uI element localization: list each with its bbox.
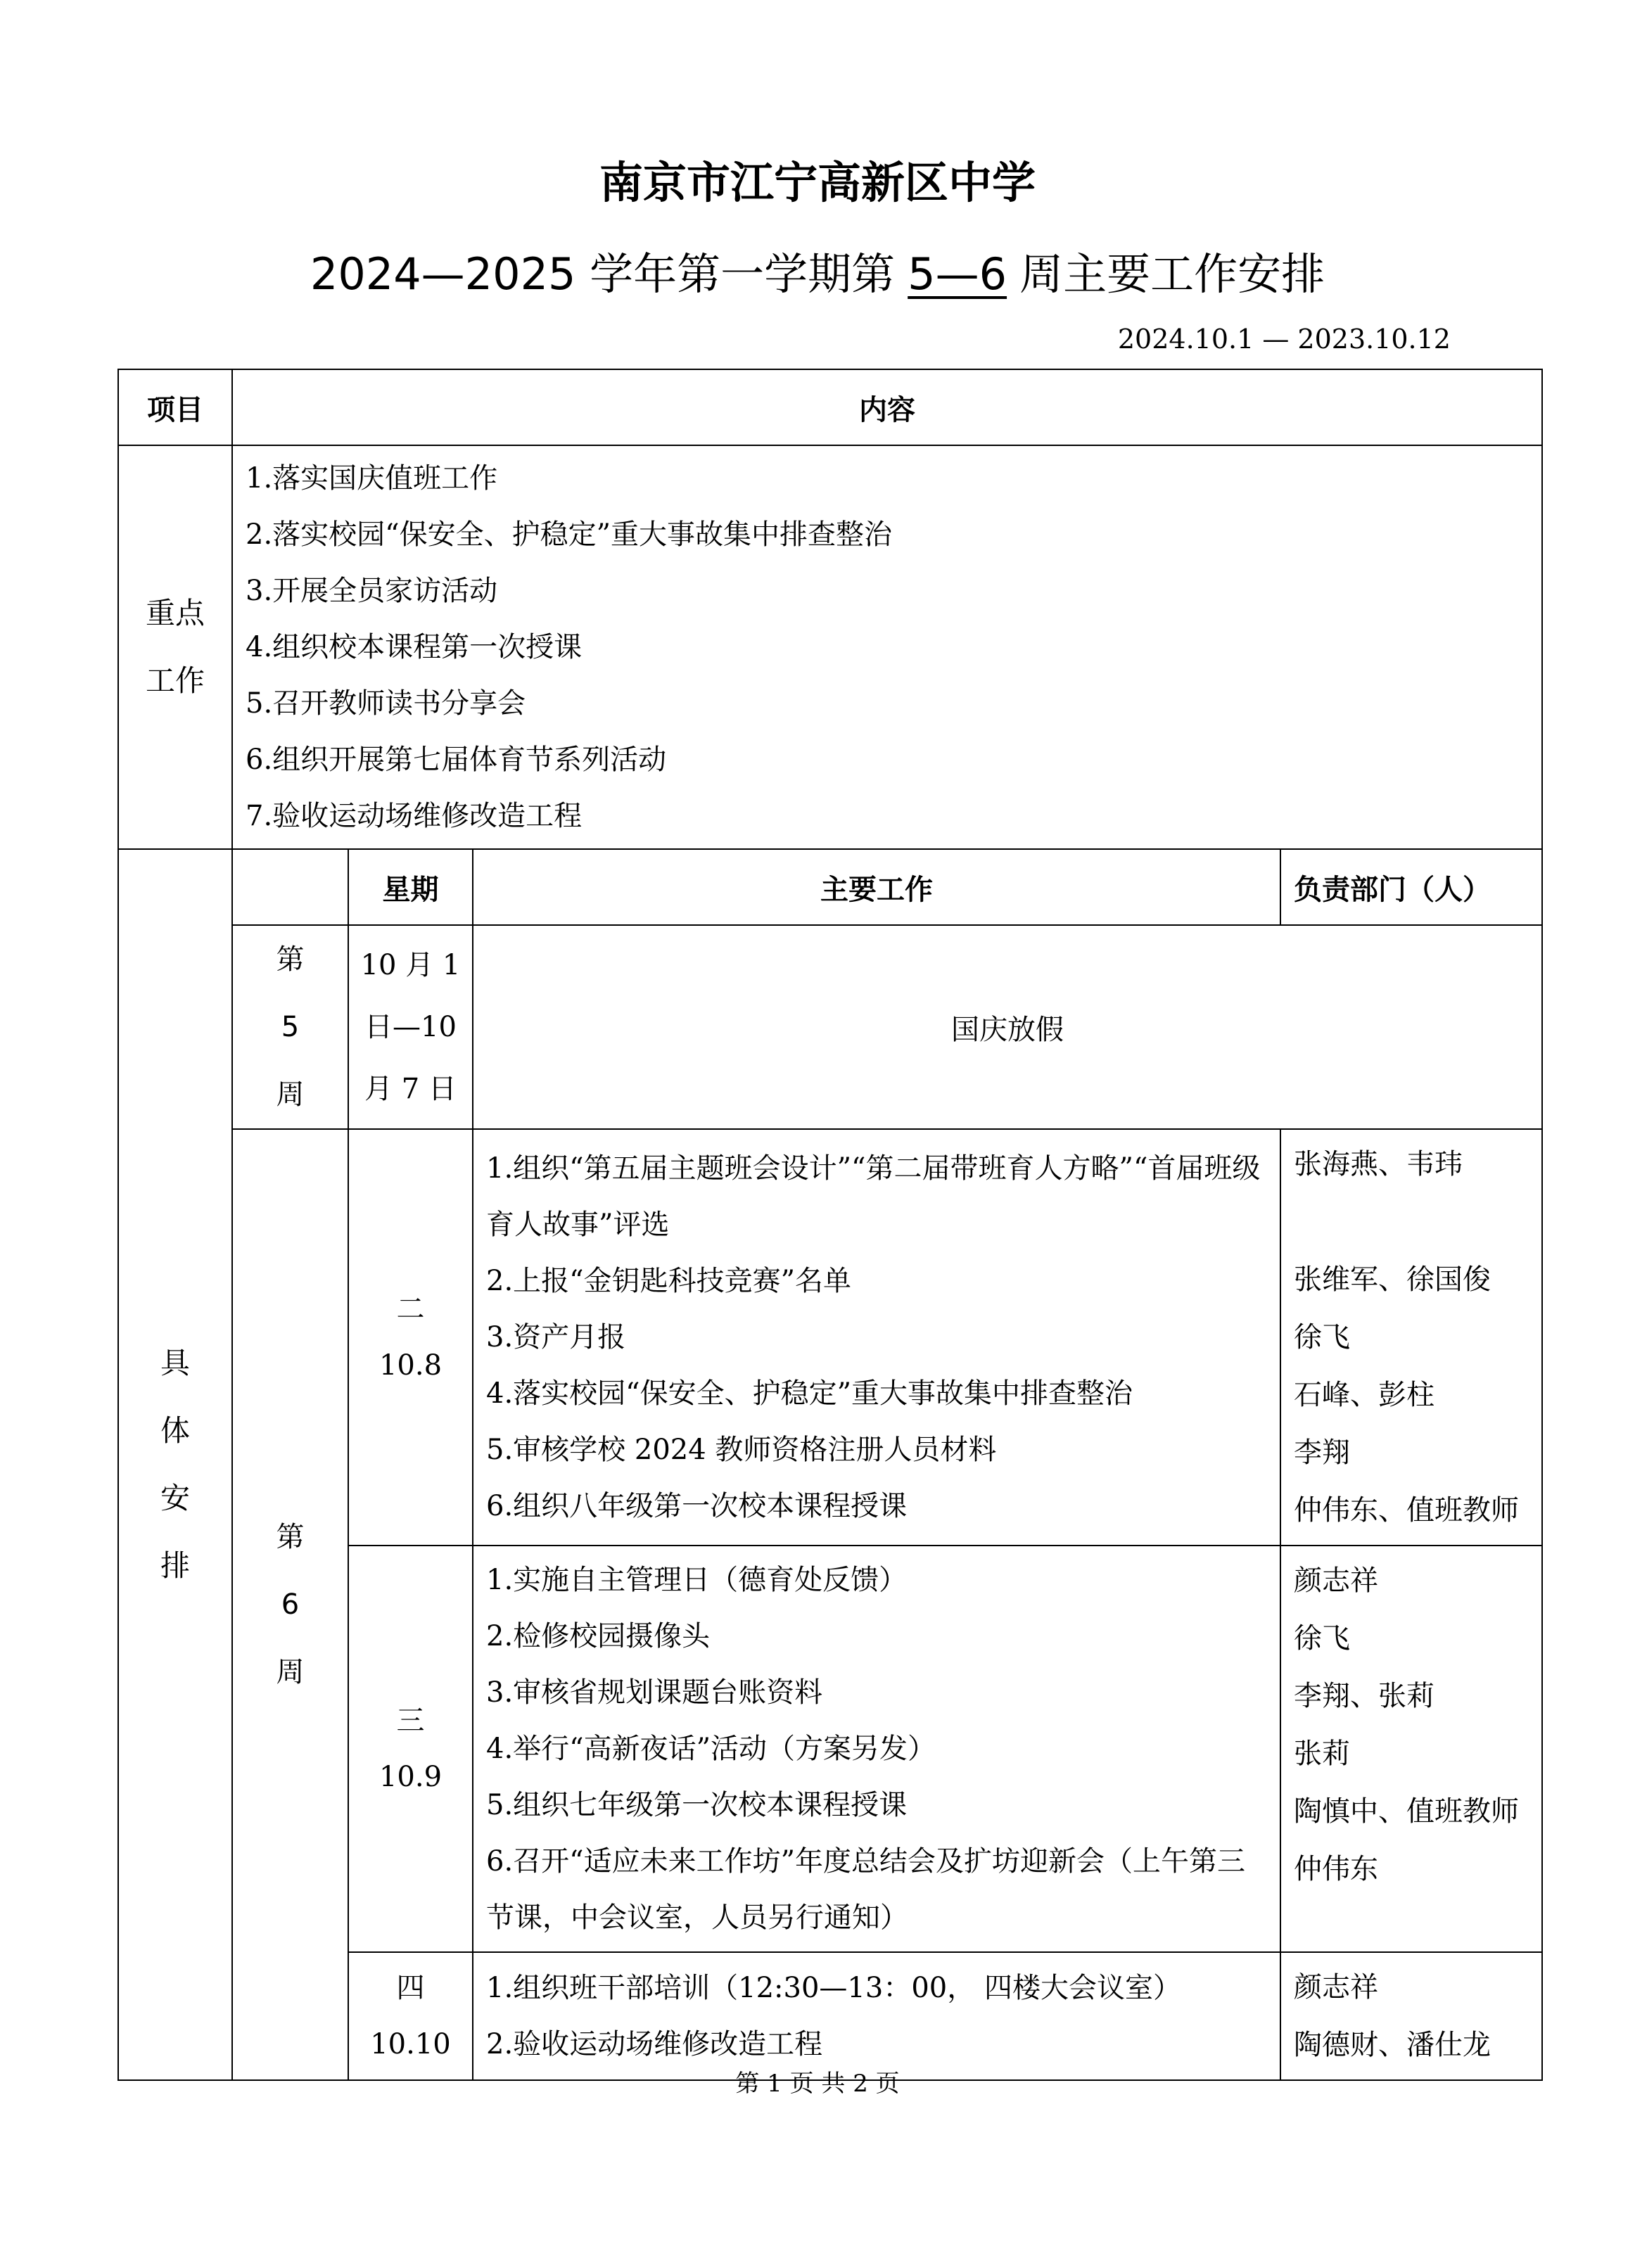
tasks-thursday [473, 1952, 1280, 2080]
key-work-item: 4.组织校本课程第一次授课 [246, 631, 583, 663]
schedule-title-prefix: 2024—2025 学年第一学期第 [310, 248, 896, 300]
day-row-tuesday [118, 1129, 1542, 1546]
responsible-person: 徐飞 [1294, 1622, 1350, 1655]
task-item: 5.组织七年级第一次校本课程授课 [486, 1789, 908, 1821]
col-header-weekday: 星期 [348, 849, 473, 925]
key-work-label-line2: 工作 [145, 663, 205, 698]
responsible-person: 李翔 [1294, 1436, 1350, 1469]
responsible-person: 颜志祥 [1294, 1565, 1378, 1597]
responsible-person: 徐飞 [1294, 1321, 1350, 1353]
responsible-person: 仲伟东 [1294, 1853, 1378, 1885]
tasks-tuesday [473, 1129, 1280, 1546]
schedule-label-char: 体 [160, 1413, 190, 1448]
key-work-list [232, 445, 1542, 849]
col-header-content: 内容 [232, 369, 1542, 445]
responsible-person: 李翔、张莉 [1294, 1680, 1434, 1712]
responsible-person: 陶德财、潘仕龙 [1294, 2029, 1491, 2061]
schedule-label [118, 849, 232, 2080]
tasks-wednesday [473, 1546, 1280, 1952]
date-range: 2024.10.1 — 2023.10.12 [1117, 324, 1451, 355]
task-item: 3.资产月报 [486, 1321, 626, 1353]
schedule-header-row [118, 849, 1542, 925]
col-header-item: 项目 [118, 369, 232, 445]
col-header-main-work: 主要工作 [473, 849, 1280, 925]
table-header-row [118, 369, 1542, 445]
task-item: 1.组织班干部培训（12:30—13：00， 四楼大会议室） [486, 1972, 1181, 2004]
key-work-label-line1: 重点 [145, 596, 205, 630]
week-label-char: 第 [276, 943, 305, 976]
task-item: 1.组织“第五届主题班会设计”“第二届带班育人方略”“首届班级育人故事”评选 [486, 1152, 1261, 1241]
schedule-label-char: 排 [160, 1548, 190, 1583]
day-cell-tuesday [348, 1129, 473, 1546]
key-work-item: 3.开展全员家访活动 [246, 575, 498, 607]
col-header-responsible: 负责部门（人） [1280, 849, 1542, 925]
weekday: 三 [396, 1705, 425, 1737]
key-work-label [118, 445, 232, 849]
key-work-item: 2.落实校园“保安全、护稳定”重大事故集中排查整治 [246, 518, 893, 551]
weekday: 四 [396, 1972, 425, 2004]
schedule-label-char: 具 [160, 1346, 190, 1380]
day-cell-thursday [348, 1952, 473, 2080]
key-work-item: 5.召开教师读书分享会 [246, 687, 526, 720]
week5-days [348, 925, 473, 1129]
holiday-cell: 国庆放假 [473, 925, 1542, 1129]
day-range-line: 月 7 日 [364, 1073, 457, 1105]
week-label-char: 5 [281, 1011, 300, 1043]
work-schedule-table [117, 369, 1543, 2081]
responsible-person [1294, 1193, 1536, 1251]
schedule-label-char: 安 [160, 1481, 190, 1515]
week-label-char: 6 [281, 1588, 300, 1621]
weekday: 二 [396, 1293, 425, 1325]
date: 10.8 [378, 1349, 443, 1382]
key-work-item: 1.落实国庆值班工作 [246, 462, 498, 495]
key-work-row [118, 445, 1542, 849]
week-label-char: 第 [276, 1521, 305, 1553]
date: 10.10 [370, 2028, 451, 2060]
schedule-title [0, 239, 1635, 302]
day-cell-wednesday [348, 1546, 473, 1952]
responsible-person: 张维军、徐国俊 [1294, 1263, 1491, 1296]
responsible-person: 张海燕、韦玮 [1294, 1148, 1463, 1180]
task-item: 3.审核省规划课题台账资料 [486, 1676, 823, 1709]
task-item: 1.实施自主管理日（德育处反馈） [486, 1564, 908, 1596]
responsible-person: 陶慎中、值班教师 [1294, 1795, 1519, 1828]
responsible-person: 石峰、彭柱 [1294, 1379, 1434, 1411]
responsible-wednesday [1280, 1546, 1542, 1952]
responsible-person: 仲伟东、值班教师 [1294, 1494, 1519, 1527]
school-title: 南京市江宁高新区中学 [599, 157, 1036, 208]
key-work-item: 7.验收运动场维修改造工程 [246, 800, 583, 832]
week5-label [232, 925, 348, 1129]
task-item: 2.验收运动场维修改造工程 [486, 2028, 823, 2060]
day-range-line: 日—10 [364, 1011, 457, 1043]
task-item: 5.审核学校 2024 教师资格注册人员材料 [486, 1434, 997, 1466]
task-item: 4.举行“高新夜话”活动（方案另发） [486, 1733, 936, 1765]
week6-label [232, 1129, 348, 2080]
week-label-char: 周 [276, 1078, 305, 1111]
schedule-title-weeks: 5—6 [908, 248, 1007, 300]
responsible-thursday [1280, 1952, 1542, 2080]
col-header-week [232, 849, 348, 925]
schedule-title-suffix: 周主要工作安排 [1019, 248, 1325, 300]
key-work-item: 6.组织开展第七届体育节系列活动 [246, 744, 667, 776]
day-range-line: 10 月 1 [360, 949, 461, 981]
week-label-char: 周 [276, 1656, 305, 1688]
week5-row [118, 925, 1542, 1129]
responsible-person: 张莉 [1294, 1738, 1350, 1770]
page-number: 第 1 页 共 2 页 [735, 2070, 900, 2098]
task-item: 2.上报“金钥匙科技竞赛”名单 [486, 1265, 852, 1297]
date: 10.9 [378, 1761, 443, 1793]
task-item: 2.检修校园摄像头 [486, 1620, 711, 1652]
task-item: 6.组织八年级第一次校本课程授课 [486, 1490, 908, 1522]
responsible-person: 颜志祥 [1294, 1971, 1378, 2003]
responsible-tuesday [1280, 1129, 1542, 1546]
task-item: 4.落实校园“保安全、护稳定”重大事故集中排查整治 [486, 1377, 1133, 1410]
task-item: 6.召开“适应未来工作坊”年度总结会及扩坊迎新会（上午第三节课，中会议室，人员另行通知） [486, 1845, 1246, 1934]
